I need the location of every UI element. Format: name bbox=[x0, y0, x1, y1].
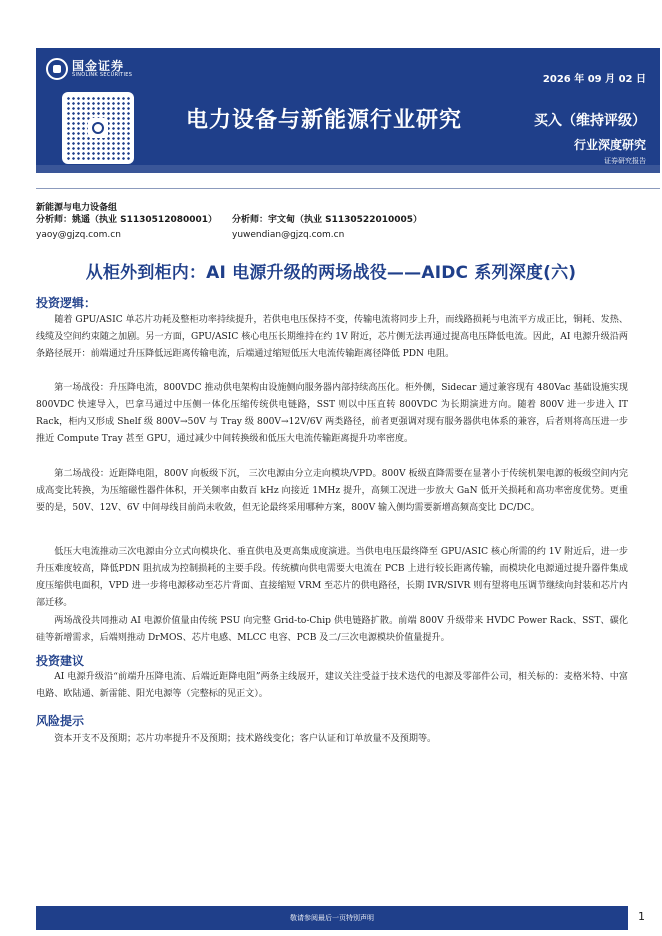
rating-label: 买入（维持评级） bbox=[534, 113, 646, 129]
advice-paragraph: AI 电源升级沿“前端升压降电流、后端近距降电阻”两条主线展开，建议关注受益于技术迭代的电源及零部件公司，相关标的：麦格米特、中富电路、欧陆通、新雷能、阳光电源等（完整标的见正文）。 bbox=[36, 672, 628, 699]
analyst-name: 分析师：姚遥（执业 S1130512080001） bbox=[36, 215, 218, 225]
report-date: 2026 年 09 月 02 日 bbox=[542, 74, 646, 85]
logic-paragraph: 两场战役共同推动 AI 电源价值量由传统 PSU 向完整 Grid-to-Chip 供电链路扩散。前端 800V 升级带来 HVDC Power Rack、SST、碳化硅等新增需求，后端则推动 DrMOS、芯片电感、MLCC 电容、PCB 及二/三次电源模块价值量提升。 bbox=[36, 616, 628, 643]
logic-paragraph: 第一场战役：升压降电流，800VDC 推动供电架构由设施侧向服务器内部持续高压化。柜外侧，Sidecar 通过兼容现有 480Vac 基础设施实现 800VDC 快速导入，巴拿马通过中压侧一体化压缩传统供电链路，SST 则以中压直转 800VDC 为长期演进方向。随着 800V 进一步进入 IT Rack，柜内又形成 Shelf 级 800V→50V 与 Tray 级 800V→12V/6V 两类路径，前者更强调对现有服务器供电体系的兼容，后者则将高压进一步推近 Compute Tray 甚至 GPU，通过减少中间转换级和低压大电流传输距离提升功率密度。 bbox=[36, 383, 628, 444]
logic-paragraph: 低压大电流推动三次电源由分立式向模块化、垂直供电及更高集成度演进。当供电电压最终降至 GPU/ASIC 核心所需的约 1V 附近后，进一步升压难度较高，降低PDN 阻抗成为控制损耗的主要手段。传统横向供电需要大电流在 PCB 上进行较长距离传输，而模块化电源通过提升器件集成度压缩供电面积，VPD 进一步将电源移动至芯片背面、直接缩短 VRM 至芯片的供电路径，长期 IVR/SIVR 则有望将电压调节继续向封装和芯片内部迁移。 bbox=[36, 547, 628, 608]
section-title-advice: 投资建议 bbox=[36, 654, 85, 668]
sinolink-logo-icon bbox=[46, 58, 68, 80]
risk-paragraph: 资本开支不及预期；芯片功率提升不及预期；技术路线变化；客户认证和订单放量不及预期等。 bbox=[54, 734, 437, 744]
report-title: 电力设备与新能源行业研究 bbox=[186, 108, 463, 133]
analyst-email[interactable]: yuwendian@gjzq.com.cn bbox=[232, 230, 345, 240]
brand-name-cn: 国金证券 bbox=[72, 59, 125, 74]
analyst-block bbox=[36, 213, 217, 243]
team-group: 新能源与电力设备组 bbox=[36, 203, 118, 213]
header-divider bbox=[36, 188, 660, 189]
brand-logo bbox=[46, 58, 132, 80]
brand-text bbox=[72, 60, 132, 78]
report-headline: 从柜外到柜内：AI 电源升级的两场战役——AIDC 系列深度(六) bbox=[85, 263, 577, 283]
page-number: 1 bbox=[638, 910, 645, 923]
analyst-name: 分析师：宇文甸（执业 S1130522010005） bbox=[232, 215, 423, 225]
footer-disclaimer[interactable]: 敬请参阅最后一页特别声明 bbox=[290, 914, 374, 922]
doc-type-label: 行业深度研究 bbox=[573, 138, 646, 152]
section-title-risk: 风险提示 bbox=[36, 714, 85, 728]
logic-paragraph: 第二场战役：近距降电阻，800V 向板级下沉， 三次电源由分立走向模块/VPD。800V 板级直降需要在显著小于传统机架电源的板级空间内完成高变比转换，为压缩磁性器件体积，开关频率由数百 kHz 向接近 1MHz 提升，高频工况进一步放大 GaN 低开关损耗和高功率密度优势。更重要的是，50V、12V、6V 中间母线目前尚未收敛，但无论最终采用哪种方案，800V 输入侧均需要新增高频高变比 DC/DC。 bbox=[36, 469, 628, 513]
brand-name-en: SINOLINK SECURITIES bbox=[72, 71, 133, 78]
qr-code bbox=[62, 92, 134, 164]
report-category-label: 证券研究报告 bbox=[604, 157, 646, 165]
banner-stripe bbox=[36, 165, 660, 173]
logic-paragraph: 随着 GPU/ASIC 单芯片功耗及整柜功率持续提升，若供电电压保持不变，传输电流将同步上升，而线路损耗与电流平方成正比，铜耗、发热、线缆及空间约束随之加剧。另一方面，GPU/ASIC 核心电压长期维持在约 1V 附近，芯片侧无法再通过提高电压降低电流。因此，AI 电源升级沿两条路径展开：前端通过升压降低远距离传输电流，后端通过缩短低压大电流传输距离径降低 PDN 电阻。 bbox=[36, 315, 628, 359]
header-banner bbox=[36, 48, 660, 173]
section-title-logic: 投资逻辑： bbox=[36, 296, 97, 310]
analyst-email[interactable]: yaoy@gjzq.com.cn bbox=[36, 230, 121, 240]
footer-bar bbox=[36, 906, 628, 930]
qr-center-logo-icon bbox=[88, 118, 108, 138]
analyst-block bbox=[232, 213, 422, 243]
